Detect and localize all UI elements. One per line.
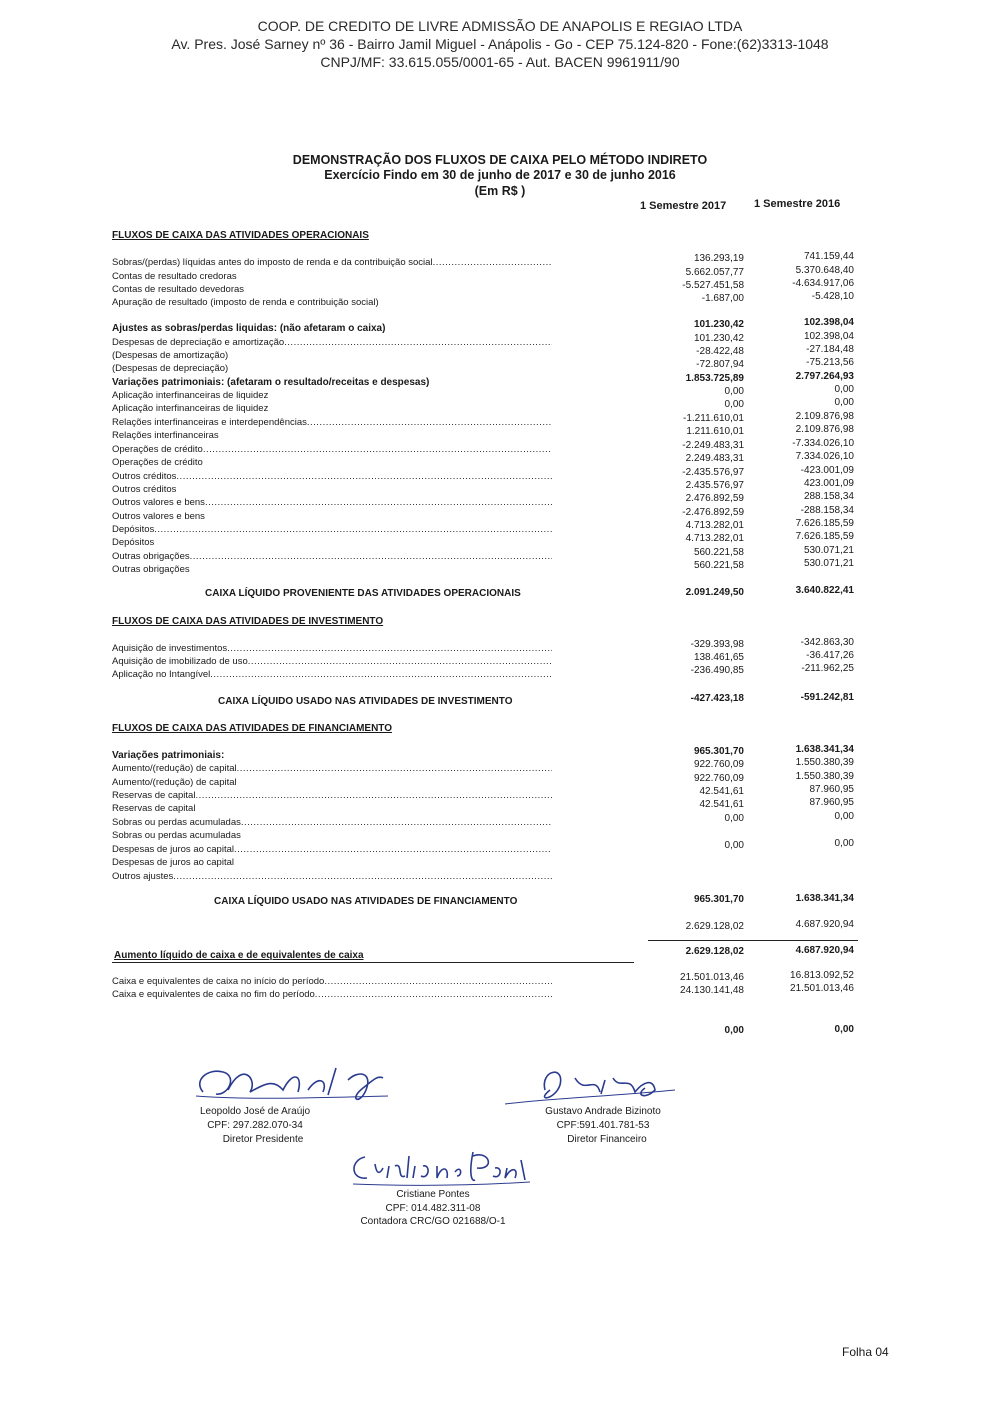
row-value-2017: 560.221,58	[693, 560, 744, 571]
row-value-2017: 138.461,65	[693, 652, 744, 663]
row-value-2017: 0,00	[724, 386, 744, 397]
row-value-2017: 24.130.141,48	[680, 985, 744, 996]
row-value-2017: 2.249.483,31	[685, 453, 744, 464]
row-label	[112, 511, 205, 522]
row-value-2017: 0,00	[724, 399, 744, 410]
row-label-text: Outros valores e bens	[112, 497, 205, 508]
row-value-2017: -2.249.483,31	[682, 440, 744, 451]
row-value-2017: 922.760,09	[693, 759, 744, 770]
row-label-text: Reservas de capital	[112, 790, 196, 801]
row-value-2017: -1.211.610,01	[683, 413, 744, 424]
row-label-text: Sobras/(perdas) líquidas antes do imposto de renda e da contribuição social	[112, 257, 433, 268]
leader-dots	[241, 817, 552, 828]
row-label	[112, 790, 552, 801]
row-label-text: Apuração de resultado (imposto de renda e contribuição social)	[112, 297, 379, 308]
total-operacionais-label: CAIXA LÍQUIDO PROVENIENTE DAS ATIVIDADES OPERACIONAIS	[205, 588, 521, 599]
row-value-2016: 530.071,21	[803, 558, 854, 569]
subtotal-2016: 4.687.920,94	[795, 919, 854, 930]
row-label	[112, 643, 552, 654]
row-label	[112, 750, 224, 761]
aumento-label: Aumento líquido de caixa e de equivalentes de caixa	[114, 950, 364, 961]
row-label-text: (Despesas de amortização)	[112, 350, 229, 361]
subtotal-rule	[648, 940, 858, 941]
row-value-2017: 21.501.013,46	[680, 972, 744, 983]
row-label	[112, 403, 268, 414]
row-label-text: Operações de crédito	[112, 444, 203, 455]
row-label-text: Operações de crédito	[112, 457, 203, 468]
row-value-2016: 2.797.264,93	[795, 371, 854, 382]
row-label-text: Aumento/(redução) de capital	[112, 777, 237, 788]
row-label-text: Sobras ou perdas acumuladas	[112, 817, 241, 828]
row-label-text: Aplicação no Intangível	[112, 669, 211, 680]
row-value-2016: 1.638.341,34	[795, 744, 854, 755]
row-value-2016: -211.962,25	[801, 663, 854, 674]
row-label-text: Aplicação interfinanceiras de liquidez	[112, 403, 269, 414]
row-label-text: Contas de resultado devedoras	[112, 284, 245, 295]
signature-1-cpf: CPF: 297.282.070-34	[207, 1120, 303, 1131]
row-value-2017: 4.713.282,01	[685, 520, 744, 531]
row-value-2016: 7.626.185,59	[795, 518, 854, 529]
row-label	[112, 377, 429, 388]
row-label	[112, 271, 237, 282]
total-financiamento-2016: 1.638.341,34	[795, 893, 854, 904]
row-label	[112, 297, 379, 308]
aumento-2017: 2.629.128,02	[685, 946, 744, 957]
row-label	[112, 363, 228, 374]
row-label-text: Despesas de juros ao capital	[112, 857, 234, 868]
row-value-2016: 5.370.648,40	[795, 265, 854, 276]
signature-1-name: Leopoldo José de Araújo	[199, 1106, 311, 1117]
signature-2-role: Diretor Financeiro	[567, 1134, 647, 1145]
row-label	[112, 257, 552, 268]
row-value-2017: -28.422,48	[696, 346, 744, 357]
row-label-text: Outras obrigações	[112, 564, 190, 575]
row-value-2017: 42.541,61	[699, 799, 744, 810]
signature-2-cpf: CPF:591.401.781-53	[556, 1120, 650, 1131]
signature-3-name: Cristiane Pontes	[396, 1189, 470, 1200]
row-value-2016: -342.863,30	[800, 637, 854, 648]
signature-1-role: Diretor Presidente	[222, 1134, 304, 1145]
leader-dots	[227, 643, 552, 654]
row-label	[112, 777, 237, 788]
row-label	[112, 337, 552, 348]
row-value-2017: -2.476.892,59	[682, 507, 744, 518]
signature-cristiane	[345, 1142, 535, 1190]
leader-dots	[154, 524, 552, 535]
row-label	[112, 323, 385, 334]
total-investimento-2016: -591.242,81	[800, 692, 854, 703]
row-label	[112, 844, 552, 855]
row-value-2016: 1.550.380,39	[795, 771, 854, 782]
row-value-2016: 21.501.013,46	[790, 983, 854, 994]
row-value-2017: 922.760,09	[693, 773, 744, 784]
row-label-text: Depósitos	[112, 537, 155, 548]
signature-gustavo	[505, 1060, 680, 1110]
leader-dots	[173, 871, 552, 882]
row-value-2016: 16.813.092,52	[790, 970, 854, 981]
leader-dots	[433, 257, 552, 268]
leader-dots	[315, 989, 552, 1000]
diferenca-2016: 0,00	[834, 1024, 854, 1035]
leader-dots	[284, 337, 552, 348]
row-label-text: (Despesas de depreciação)	[112, 363, 229, 374]
row-value-2016: 0,00	[834, 811, 854, 822]
row-label	[112, 471, 552, 482]
row-value-2016: 102.398,04	[803, 331, 854, 342]
row-label-text: Outras obrigações	[112, 551, 190, 562]
row-label	[112, 430, 219, 441]
row-label-text: Aumento/(redução) de capital	[112, 763, 237, 774]
row-label	[112, 524, 552, 535]
row-label	[112, 537, 154, 548]
row-value-2016: -7.334.026,10	[792, 438, 854, 449]
row-value-2016: 87.960,95	[809, 797, 854, 808]
row-value-2016: 288.158,34	[803, 491, 854, 502]
total-financiamento-2017: 965.301,70	[693, 894, 744, 905]
row-label-text: Despesas de juros ao capital	[112, 844, 234, 855]
row-label	[112, 284, 244, 295]
leader-dots	[210, 669, 552, 680]
row-label	[112, 803, 195, 814]
row-value-2016: 1.550.380,39	[795, 757, 854, 768]
row-value-2017: 560.221,58	[693, 547, 744, 558]
row-label	[112, 564, 190, 575]
row-label-text: Relações interfinanceiras	[112, 430, 219, 441]
row-label-text: Caixa e equivalentes de caixa no fim do período	[112, 989, 315, 1000]
row-value-2017: 0,00	[724, 813, 744, 824]
row-label-text: Outros créditos	[112, 484, 177, 495]
statement-currency: (Em R$ )	[474, 184, 526, 198]
row-value-2016: 423.001,09	[803, 478, 854, 489]
row-label	[112, 656, 552, 667]
row-label-text: Variações patrimoniais: (afetaram o resultado/receitas e despesas)	[112, 377, 430, 388]
section-financiamento-heading: FLUXOS DE CAIXA DAS ATIVIDADES DE FINANCIAMENTO	[112, 723, 393, 734]
row-label	[112, 444, 552, 455]
section-investimento-heading: FLUXOS DE CAIXA DAS ATIVIDADES DE INVESTIMENTO	[112, 616, 384, 627]
row-label-text: Aquisição de investimentos	[112, 643, 228, 654]
row-value-2017: -236.490,85	[690, 665, 744, 676]
row-label-text: Ajustes as sobras/perdas liquidas: (não afetaram o caixa)	[112, 323, 386, 334]
statement-period: Exercício Findo em 30 de junho de 2017 e 30 de junho 2016	[324, 168, 676, 182]
row-value-2017: 101.230,42	[693, 333, 744, 344]
row-label	[112, 763, 552, 774]
aumento-rule	[112, 962, 634, 963]
row-value-2016: 7.626.185,59	[795, 531, 854, 542]
row-label-text: Contas de resultado credoras	[112, 271, 237, 282]
leader-dots	[176, 471, 552, 482]
leader-dots	[234, 844, 552, 855]
row-value-2016: -4.634.917,06	[792, 278, 854, 289]
aumento-2016: 4.687.920,94	[795, 945, 854, 956]
row-value-2016: -75.213,56	[806, 357, 854, 368]
signature-2-name: Gustavo Andrade Bizinoto	[545, 1106, 661, 1117]
row-label-text: Variações patrimoniais:	[112, 750, 225, 761]
total-operacionais-2017: 2.091.249,50	[685, 587, 744, 598]
row-label	[112, 497, 552, 508]
row-label	[112, 871, 552, 882]
row-value-2016: 530.071,21	[803, 545, 854, 556]
row-value-2017: -72.807,94	[696, 359, 744, 370]
row-label-text: Aquisição de imobilizado de uso	[112, 656, 248, 667]
total-investimento-label: CAIXA LÍQUIDO USADO NAS ATIVIDADES DE INVESTIMENTO	[218, 696, 513, 707]
row-label	[112, 830, 241, 841]
diferenca-2017: 0,00	[724, 1025, 744, 1036]
company-cnpj: CNPJ/MF: 33.615.055/0001-65 - Aut. BACEN 9961911/90	[320, 54, 680, 70]
row-label	[112, 457, 203, 468]
row-label-text: Caixa e equivalentes de caixa no início do período	[112, 976, 325, 987]
leader-dots	[237, 763, 552, 774]
row-value-2016: 0,00	[834, 384, 854, 395]
row-value-2017: 2.435.576,97	[685, 480, 744, 491]
page-number: Folha 04	[842, 1345, 889, 1359]
row-label	[112, 857, 234, 868]
row-label-text: Sobras ou perdas acumuladas	[112, 830, 241, 841]
row-value-2016: 0,00	[834, 397, 854, 408]
row-value-2016: 0,00	[834, 838, 854, 849]
row-label	[112, 989, 552, 1000]
row-value-2016: 7.334.026,10	[795, 451, 854, 462]
row-value-2017: 101.230,42	[693, 319, 744, 330]
row-value-2017: 2.476.892,59	[685, 493, 744, 504]
row-label-text: Outros créditos	[112, 471, 177, 482]
row-value-2017: 1.211.610,01	[686, 426, 744, 437]
row-label	[112, 551, 552, 562]
leader-dots	[324, 976, 552, 987]
row-label-text: Outros valores e bens	[112, 511, 205, 522]
row-label	[112, 484, 176, 495]
row-value-2017: -329.393,98	[690, 639, 744, 650]
row-value-2017: 965.301,70	[693, 746, 744, 757]
row-value-2017: 136.293,19	[693, 253, 744, 264]
row-label-text: Aplicação interfinanceiras de liquidez	[112, 390, 269, 401]
leader-dots	[195, 790, 552, 801]
row-label-text: Depósitos	[112, 524, 155, 535]
row-value-2017: 5.662.057,77	[685, 267, 744, 278]
row-label	[112, 669, 552, 680]
row-value-2016: 741.159,44	[803, 251, 854, 262]
column-header-2016: 1 Semestre 2016	[754, 198, 841, 210]
row-value-2016: -5.428,10	[811, 291, 854, 302]
company-address: Av. Pres. José Sarney nº 36 - Bairro Jamil Miguel - Anápolis - Go - CEP 75.124-820 - Fone:(62)3313-1048	[171, 36, 829, 52]
section-operacionais-heading: FLUXOS DE CAIXA DAS ATIVIDADES OPERACIONAIS	[112, 230, 369, 241]
row-label-text: Reservas de capital	[112, 803, 196, 814]
row-value-2016: 102.398,04	[803, 317, 854, 328]
row-label	[112, 417, 552, 428]
row-value-2016: -423.001,09	[800, 465, 854, 476]
total-financiamento-label: CAIXA LÍQUIDO USADO NAS ATIVIDADES DE FINANCIAMENTO	[214, 896, 518, 907]
leader-dots	[307, 417, 552, 428]
row-value-2016: 2.109.876,98	[795, 411, 854, 422]
leader-dots	[203, 444, 552, 455]
row-label	[112, 817, 552, 828]
row-value-2016: -36.417,26	[806, 650, 854, 661]
leader-dots	[205, 497, 552, 508]
row-label	[112, 350, 228, 361]
statement-title: DEMONSTRAÇÃO DOS FLUXOS DE CAIXA PELO MÉTODO INDIRETO	[292, 153, 708, 167]
row-label	[112, 390, 268, 401]
signature-leopoldo	[188, 1050, 398, 1112]
signature-3-role: Contadora CRC/GO 021688/O-1	[360, 1216, 506, 1227]
row-label	[112, 976, 552, 987]
row-value-2017: 1.853.725,89	[685, 373, 744, 384]
total-investimento-2017: -427.423,18	[690, 693, 744, 704]
column-header-2017: 1 Semestre 2017	[640, 200, 727, 212]
row-value-2016: -288.158,34	[800, 505, 854, 516]
company-name: COOP. DE CREDITO DE LIVRE ADMISSÃO DE ANAPOLIS E REGIAO LTDA	[257, 18, 743, 34]
leader-dots	[190, 551, 552, 562]
row-label-text: Outros ajustes	[112, 871, 174, 882]
row-value-2017: 4.713.282,01	[685, 533, 744, 544]
row-value-2016: 87.960,95	[809, 784, 854, 795]
row-label-text: Despesas de depreciação e amortização	[112, 337, 285, 348]
row-value-2016: -27.184,48	[806, 344, 854, 355]
row-label-text: Relações interfinanceiras e interdependências	[112, 417, 307, 428]
row-value-2017: -5.527.451,58	[682, 280, 744, 291]
signature-3-cpf: CPF: 014.482.311-08	[385, 1203, 481, 1214]
row-value-2017: -1.687,00	[701, 293, 744, 304]
leader-dots	[248, 656, 552, 667]
row-value-2016: 2.109.876,98	[795, 424, 854, 435]
row-value-2017: 42.541,61	[699, 786, 744, 797]
subtotal-2017: 2.629.128,02	[685, 921, 744, 932]
row-value-2017: -2.435.576,97	[682, 467, 744, 478]
row-value-2017: 0,00	[724, 840, 744, 851]
total-operacionais-2016: 3.640.822,41	[795, 585, 854, 596]
